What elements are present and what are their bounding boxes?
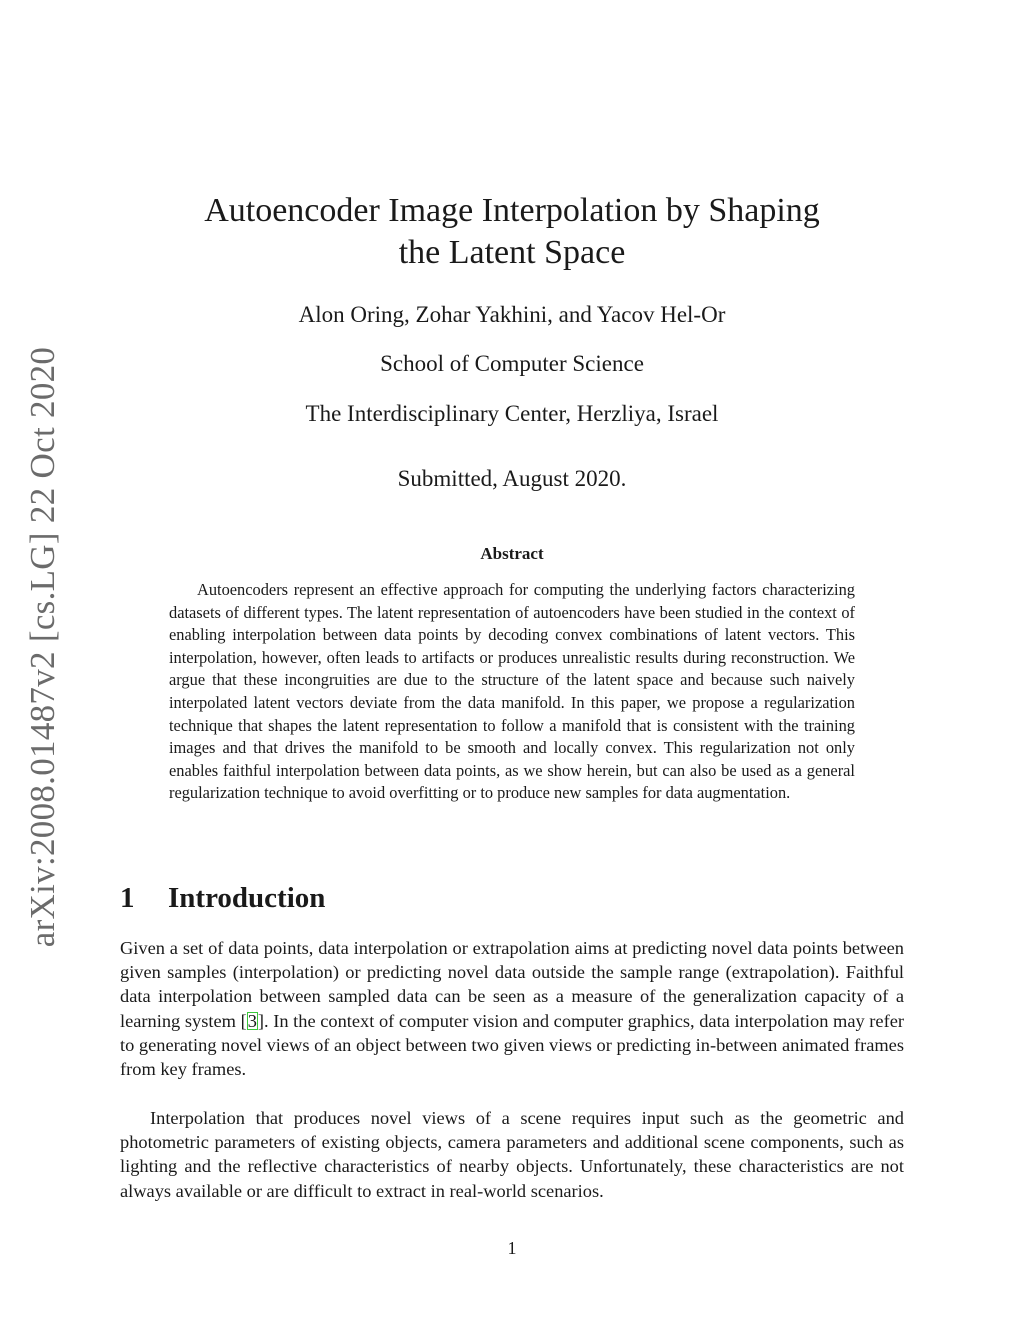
intro-paragraph-1-text-end: . In the context of computer vision and computer graphics, data interpolation may refer to generating novel views of an object between two given views or predicting in-between animated frames from key frames. bbox=[120, 1010, 904, 1080]
section-number: 1 bbox=[120, 882, 135, 914]
paper-title bbox=[150, 190, 874, 274]
abstract-text: Autoencoders represent an effective approach for computing the underlying factors characterizing datasets of different types. The latent representation of autoencoders have been studied in the context of enabling interpolation between data points by decoding convex combinations of latent vectors. This interpolation, however, often leads to artifacts or produces unrealistic results during reconstruction. We argue that these incongruities are due to the structure of the latent space and because such naively interpolated latent vectors deviate from the data manifold. In this paper, we propose a regularization technique that shapes the latent representation to follow a manifold that is consistent with the training images and that drives the manifold to be smooth and locally convex. This regularization not only enables faithful interpolation between data points, as we show herein, but can also be used as a general regularization technique to avoid overfitting or to produce new samples for data augmentation. bbox=[169, 580, 855, 803]
arxiv-identifier-stamp: arXiv:2008.01487v2 [cs.LG] 22 Oct 2020 bbox=[23, 346, 62, 948]
citation-number[interactable]: 3 bbox=[247, 1010, 257, 1031]
citation-link-3[interactable]: [3] bbox=[240, 1010, 265, 1031]
submission-date: Submitted, August 2020. bbox=[397, 466, 627, 491]
author-list: Alon Oring, Zohar Yakhini, and Yacov Hel-Or bbox=[298, 302, 726, 327]
paper-title-line-1: Autoencoder Image Interpolation by Shaping bbox=[204, 192, 820, 229]
section-title: Introduction bbox=[168, 882, 326, 914]
abstract-heading: Abstract bbox=[480, 544, 544, 563]
affiliation-school: School of Computer Science bbox=[380, 351, 644, 376]
page-number: 1 bbox=[507, 1238, 517, 1258]
intro-paragraph-1 bbox=[120, 936, 904, 1081]
intro-paragraph-1-text-start: Given a set of data points, data interpolation or extrapolation aims at predicting novel data points between given samples (interpolation) or predicting novel data outside the sample range (extrapolation). Faithful data interpolation between sampled data can be seen as a measure of the generalization capacity of a learning system bbox=[120, 938, 904, 1031]
intro-paragraph-2: Interpolation that produces novel views of a scene requires input such as the geometric and photometric parameters of existing objects, camera parameters and additional scene components, such as lighting and the reflective characteristics of nearby objects. Unfortunately, these characteristics are not always available or are difficult to extract in real-world scenarios. bbox=[120, 1108, 904, 1201]
affiliation-institution: The Interdisciplinary Center, Herzliya, Israel bbox=[305, 401, 719, 426]
section-heading-introduction bbox=[120, 882, 325, 915]
paper-title-line-2: the Latent Space bbox=[398, 234, 626, 271]
